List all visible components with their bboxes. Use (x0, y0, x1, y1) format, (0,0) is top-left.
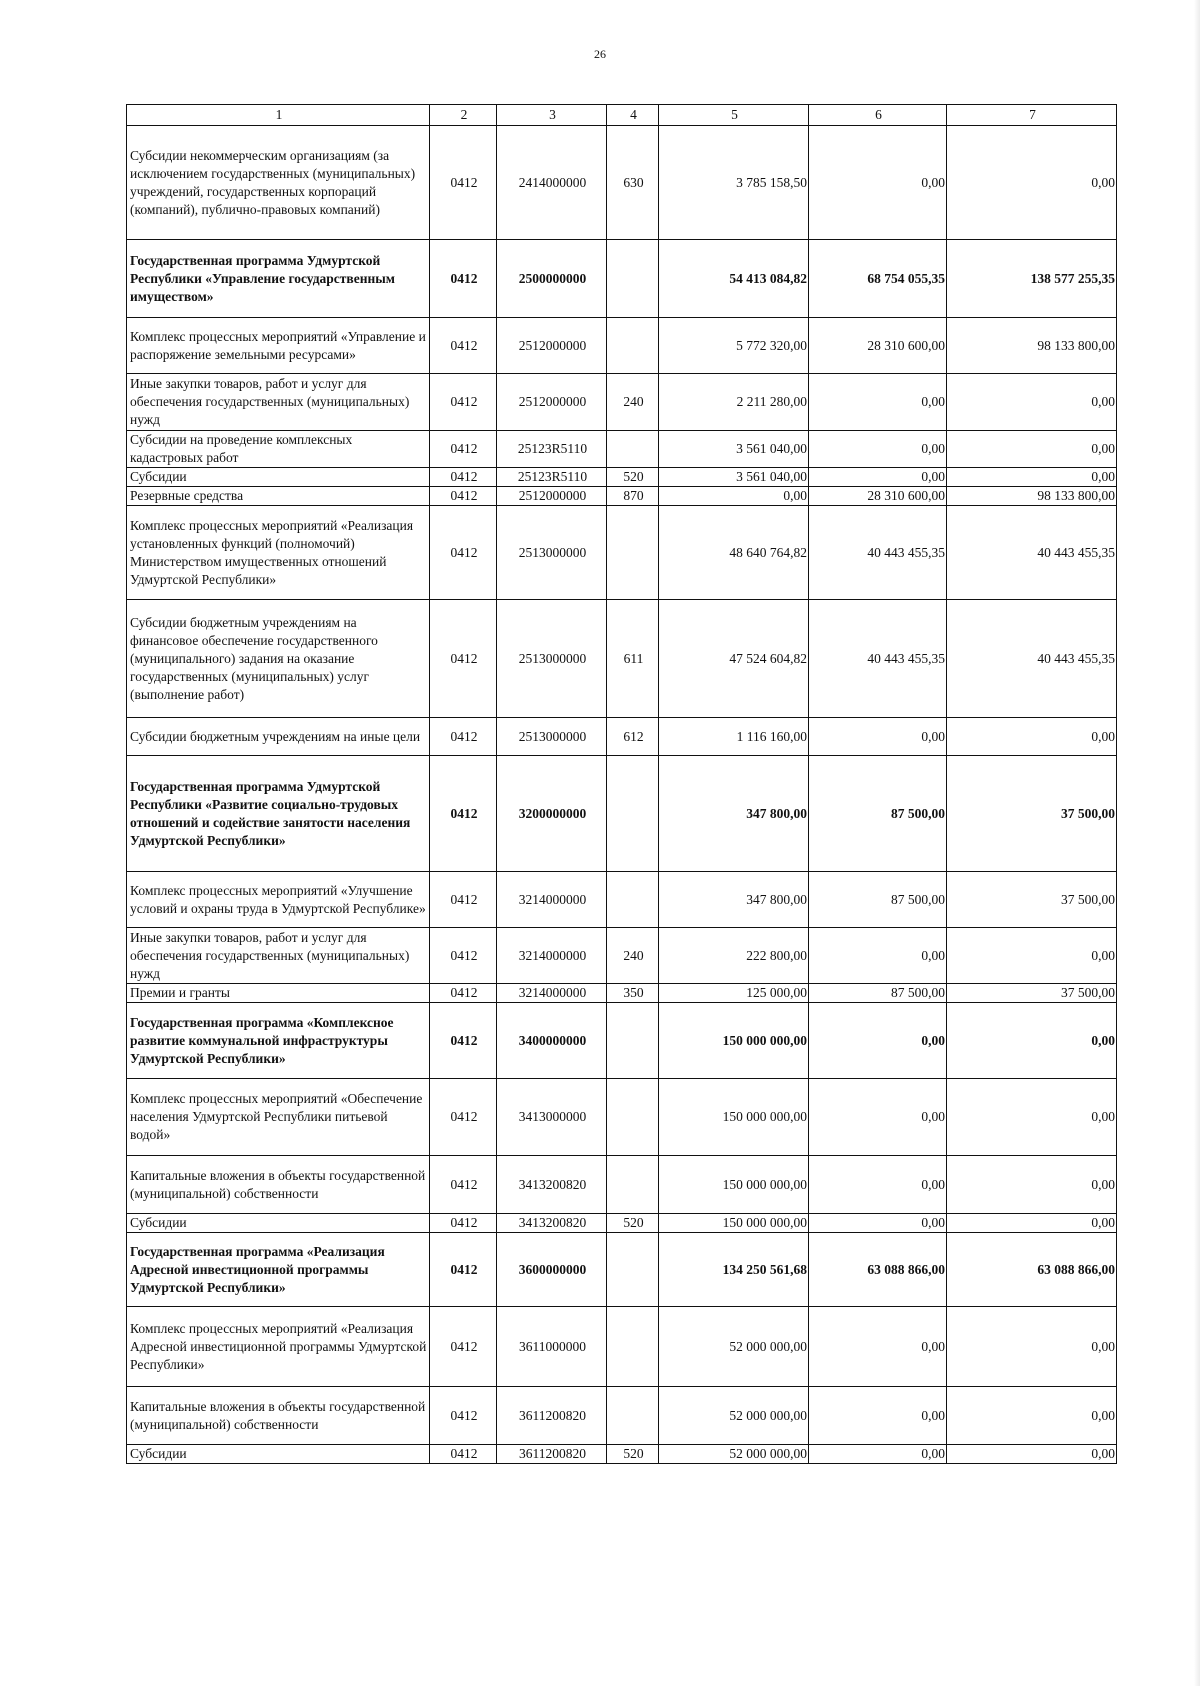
section-code-cell: 0412 (430, 718, 497, 756)
budget-table (126, 104, 1117, 1464)
expense-type-cell (607, 506, 659, 600)
amount-year1-cell: 52 000 000,00 (659, 1307, 809, 1387)
table-row (127, 1003, 1117, 1079)
section-code-cell: 0412 (430, 756, 497, 872)
amount-year1-cell: 150 000 000,00 (659, 1079, 809, 1156)
expense-type-cell: 612 (607, 718, 659, 756)
amount-year1-cell: 3 561 040,00 (659, 468, 809, 487)
target-code-cell: 25123R5110 (497, 431, 607, 468)
row-name-cell: Комплекс процессных мероприятий «Обеспечение населения Удмуртской Республики питьевой водой» (127, 1079, 430, 1156)
amount-year1-cell: 150 000 000,00 (659, 1156, 809, 1214)
table-row (127, 506, 1117, 600)
row-name-cell: Комплекс процессных мероприятий «Улучшение условий и охраны труда в Удмуртской Республике» (127, 872, 430, 928)
amount-year2-cell: 0,00 (809, 718, 947, 756)
table-row (127, 318, 1117, 374)
header-row (127, 105, 1117, 126)
target-code-cell: 3214000000 (497, 928, 607, 984)
target-code-cell: 2500000000 (497, 240, 607, 318)
amount-year3-cell: 98 133 800,00 (947, 487, 1117, 506)
expense-type-cell (607, 1307, 659, 1387)
target-code-cell: 2512000000 (497, 318, 607, 374)
expense-type-cell: 611 (607, 600, 659, 718)
row-name-cell: Государственная программа Удмуртской Республики «Управление государственным имуществом» (127, 240, 430, 318)
expense-type-cell: 870 (607, 487, 659, 506)
amount-year2-cell: 0,00 (809, 928, 947, 984)
amount-year3-cell: 0,00 (947, 1445, 1117, 1464)
amount-year3-cell: 98 133 800,00 (947, 318, 1117, 374)
table-row (127, 756, 1117, 872)
row-name-cell: Субсидии (127, 1445, 430, 1464)
amount-year3-cell: 0,00 (947, 1307, 1117, 1387)
amount-year2-cell: 40 443 455,35 (809, 600, 947, 718)
section-code-cell: 0412 (430, 1214, 497, 1233)
section-code-cell: 0412 (430, 126, 497, 240)
amount-year2-cell: 63 088 866,00 (809, 1233, 947, 1307)
amount-year3-cell: 0,00 (947, 1079, 1117, 1156)
amount-year1-cell: 3 561 040,00 (659, 431, 809, 468)
amount-year2-cell: 87 500,00 (809, 756, 947, 872)
amount-year1-cell: 48 640 764,82 (659, 506, 809, 600)
amount-year2-cell: 0,00 (809, 1445, 947, 1464)
table-row (127, 1214, 1117, 1233)
row-name-cell: Комплекс процессных мероприятий «Управление и распоряжение земельными ресурсами» (127, 318, 430, 374)
amount-year2-cell: 0,00 (809, 468, 947, 487)
amount-year2-cell: 0,00 (809, 1214, 947, 1233)
table-row (127, 374, 1117, 431)
target-code-cell: 3611200820 (497, 1445, 607, 1464)
amount-year1-cell: 150 000 000,00 (659, 1003, 809, 1079)
table-row (127, 1233, 1117, 1307)
row-name-cell: Иные закупки товаров, работ и услуг для обеспечения государственных (муниципальных) нужд (127, 928, 430, 984)
table-row (127, 1307, 1117, 1387)
expense-type-cell: 520 (607, 1445, 659, 1464)
amount-year3-cell: 0,00 (947, 1003, 1117, 1079)
amount-year3-cell: 0,00 (947, 431, 1117, 468)
page-number: 26 (594, 47, 606, 61)
table-row (127, 718, 1117, 756)
amount-year2-cell: 87 500,00 (809, 984, 947, 1003)
table-row (127, 468, 1117, 487)
amount-year2-cell: 87 500,00 (809, 872, 947, 928)
target-code-cell: 2513000000 (497, 600, 607, 718)
row-name-cell: Премии и гранты (127, 984, 430, 1003)
amount-year3-cell: 0,00 (947, 1156, 1117, 1214)
table-row (127, 240, 1117, 318)
column-header-7: 7 (947, 105, 1117, 126)
section-code-cell: 0412 (430, 431, 497, 468)
amount-year1-cell: 2 211 280,00 (659, 374, 809, 431)
amount-year1-cell: 54 413 084,82 (659, 240, 809, 318)
row-name-cell: Государственная программа «Комплексное развитие коммунальной инфраструктуры Удмуртской Республики» (127, 1003, 430, 1079)
amount-year3-cell: 0,00 (947, 1387, 1117, 1445)
target-code-cell: 3214000000 (497, 984, 607, 1003)
table-row (127, 487, 1117, 506)
row-name-cell: Государственная программа Удмуртской Республики «Развитие социально-трудовых отношений и содействие занятости населения Удмуртской Республики» (127, 756, 430, 872)
target-code-cell: 3413200820 (497, 1214, 607, 1233)
section-code-cell: 0412 (430, 928, 497, 984)
section-code-cell: 0412 (430, 506, 497, 600)
expense-type-cell (607, 240, 659, 318)
row-name-cell: Субсидии бюджетным учреждениям на иные цели (127, 718, 430, 756)
row-name-cell: Субсидии на проведение комплексных кадастровых работ (127, 431, 430, 468)
section-code-cell: 0412 (430, 374, 497, 431)
target-code-cell: 3611000000 (497, 1307, 607, 1387)
amount-year2-cell: 0,00 (809, 1307, 947, 1387)
amount-year2-cell: 0,00 (809, 1079, 947, 1156)
section-code-cell: 0412 (430, 1307, 497, 1387)
amount-year3-cell: 0,00 (947, 468, 1117, 487)
scan-edge-shadow (1194, 0, 1200, 1686)
amount-year2-cell: 0,00 (809, 1003, 947, 1079)
amount-year1-cell: 5 772 320,00 (659, 318, 809, 374)
column-header-5: 5 (659, 105, 809, 126)
section-code-cell: 0412 (430, 872, 497, 928)
amount-year1-cell: 347 800,00 (659, 872, 809, 928)
row-name-cell: Государственная программа «Реализация Адресной инвестиционной программы Удмуртской Республики» (127, 1233, 430, 1307)
expense-type-cell (607, 1156, 659, 1214)
amount-year1-cell: 1 116 160,00 (659, 718, 809, 756)
amount-year3-cell: 0,00 (947, 1214, 1117, 1233)
column-header-4: 4 (607, 105, 659, 126)
amount-year2-cell: 0,00 (809, 1387, 947, 1445)
amount-year2-cell: 28 310 600,00 (809, 318, 947, 374)
row-name-cell: Комплекс процессных мероприятий «Реализация Адресной инвестиционной программы Удмуртской Республики» (127, 1307, 430, 1387)
amount-year3-cell: 0,00 (947, 928, 1117, 984)
expense-type-cell (607, 872, 659, 928)
target-code-cell: 3214000000 (497, 872, 607, 928)
section-code-cell: 0412 (430, 240, 497, 318)
amount-year1-cell: 134 250 561,68 (659, 1233, 809, 1307)
amount-year3-cell: 37 500,00 (947, 984, 1117, 1003)
amount-year3-cell: 0,00 (947, 374, 1117, 431)
table-row (127, 872, 1117, 928)
amount-year2-cell: 0,00 (809, 126, 947, 240)
table-row (127, 1387, 1117, 1445)
table-row (127, 431, 1117, 468)
section-code-cell: 0412 (430, 487, 497, 506)
target-code-cell: 3600000000 (497, 1233, 607, 1307)
target-code-cell: 3611200820 (497, 1387, 607, 1445)
amount-year1-cell: 150 000 000,00 (659, 1214, 809, 1233)
amount-year2-cell: 40 443 455,35 (809, 506, 947, 600)
amount-year1-cell: 47 524 604,82 (659, 600, 809, 718)
target-code-cell: 3413000000 (497, 1079, 607, 1156)
expense-type-cell: 240 (607, 928, 659, 984)
section-code-cell: 0412 (430, 600, 497, 718)
target-code-cell: 3200000000 (497, 756, 607, 872)
section-code-cell: 0412 (430, 1233, 497, 1307)
amount-year2-cell: 68 754 055,35 (809, 240, 947, 318)
amount-year3-cell: 0,00 (947, 718, 1117, 756)
table-row (127, 984, 1117, 1003)
amount-year1-cell: 52 000 000,00 (659, 1387, 809, 1445)
section-code-cell: 0412 (430, 1003, 497, 1079)
amount-year2-cell: 0,00 (809, 1156, 947, 1214)
expense-type-cell (607, 1233, 659, 1307)
row-name-cell: Иные закупки товаров, работ и услуг для обеспечения государственных (муниципальных) нужд (127, 374, 430, 431)
section-code-cell: 0412 (430, 1156, 497, 1214)
amount-year3-cell: 138 577 255,35 (947, 240, 1117, 318)
table-row (127, 126, 1117, 240)
expense-type-cell (607, 1079, 659, 1156)
amount-year3-cell: 40 443 455,35 (947, 506, 1117, 600)
amount-year3-cell: 63 088 866,00 (947, 1233, 1117, 1307)
amount-year1-cell: 347 800,00 (659, 756, 809, 872)
amount-year3-cell: 37 500,00 (947, 872, 1117, 928)
row-name-cell: Капитальные вложения в объекты государственной (муниципальной) собственности (127, 1156, 430, 1214)
expense-type-cell (607, 431, 659, 468)
row-name-cell: Субсидии (127, 1214, 430, 1233)
target-code-cell: 2512000000 (497, 487, 607, 506)
amount-year2-cell: 0,00 (809, 374, 947, 431)
expense-type-cell (607, 1003, 659, 1079)
row-name-cell: Комплекс процессных мероприятий «Реализация установленных функций (полномочий) Министерством имущественных отношений Удмуртской Республики» (127, 506, 430, 600)
row-name-cell: Капитальные вложения в объекты государственной (муниципальной) собственности (127, 1387, 430, 1445)
row-name-cell: Субсидии бюджетным учреждениям на финансовое обеспечение государственного (муниципального) задания на оказание государственных (муниципальных) услуг (выполнение работ) (127, 600, 430, 718)
row-name-cell: Резервные средства (127, 487, 430, 506)
section-code-cell: 0412 (430, 468, 497, 487)
table-row (127, 1156, 1117, 1214)
table-row (127, 1445, 1117, 1464)
column-header-1: 1 (127, 105, 430, 126)
expense-type-cell: 630 (607, 126, 659, 240)
target-code-cell: 3413200820 (497, 1156, 607, 1214)
section-code-cell: 0412 (430, 318, 497, 374)
target-code-cell: 25123R5110 (497, 468, 607, 487)
table-row (127, 600, 1117, 718)
section-code-cell: 0412 (430, 1387, 497, 1445)
amount-year3-cell: 37 500,00 (947, 756, 1117, 872)
amount-year1-cell: 0,00 (659, 487, 809, 506)
target-code-cell: 3400000000 (497, 1003, 607, 1079)
column-header-3: 3 (497, 105, 607, 126)
amount-year3-cell: 40 443 455,35 (947, 600, 1117, 718)
expense-type-cell (607, 1387, 659, 1445)
target-code-cell: 2414000000 (497, 126, 607, 240)
expense-type-cell (607, 756, 659, 872)
amount-year2-cell: 0,00 (809, 431, 947, 468)
section-code-cell: 0412 (430, 1445, 497, 1464)
target-code-cell: 2513000000 (497, 506, 607, 600)
column-header-6: 6 (809, 105, 947, 126)
table-row (127, 928, 1117, 984)
row-name-cell: Субсидии некоммерческим организациям (за исключением государственных (муниципальных) учреждений, государственных корпораций (компаний), публично-правовых компаний) (127, 126, 430, 240)
amount-year1-cell: 52 000 000,00 (659, 1445, 809, 1464)
amount-year1-cell: 222 800,00 (659, 928, 809, 984)
amount-year1-cell: 125 000,00 (659, 984, 809, 1003)
amount-year3-cell: 0,00 (947, 126, 1117, 240)
column-header-2: 2 (430, 105, 497, 126)
target-code-cell: 2512000000 (497, 374, 607, 431)
amount-year2-cell: 28 310 600,00 (809, 487, 947, 506)
expense-type-cell: 520 (607, 468, 659, 487)
table-body (127, 126, 1117, 1464)
expense-type-cell: 240 (607, 374, 659, 431)
expense-type-cell (607, 318, 659, 374)
target-code-cell: 2513000000 (497, 718, 607, 756)
section-code-cell: 0412 (430, 1079, 497, 1156)
section-code-cell: 0412 (430, 984, 497, 1003)
amount-year1-cell: 3 785 158,50 (659, 126, 809, 240)
row-name-cell: Субсидии (127, 468, 430, 487)
expense-type-cell: 350 (607, 984, 659, 1003)
table-row (127, 1079, 1117, 1156)
expense-type-cell: 520 (607, 1214, 659, 1233)
